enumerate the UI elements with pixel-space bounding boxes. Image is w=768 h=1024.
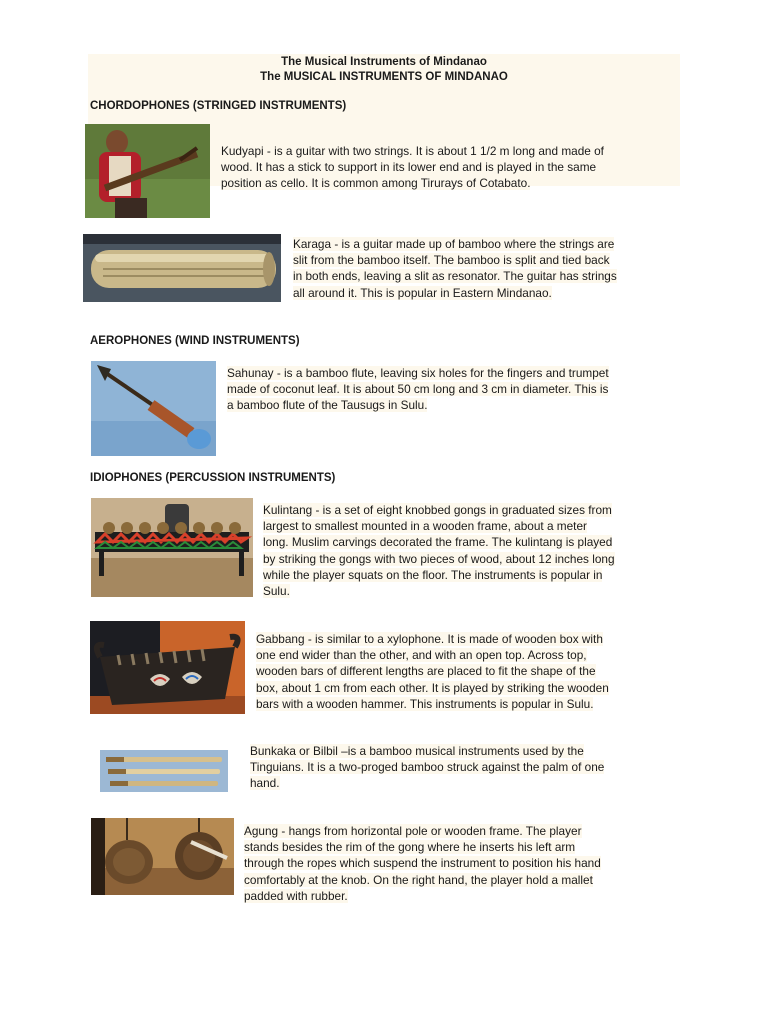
agung-description bbox=[244, 823, 601, 904]
text-line: Tinguians. It is a two-proged bamboo struck against the palm of one bbox=[250, 760, 605, 775]
text-line: one end wider than the other, and with an open top. Across top, bbox=[256, 648, 587, 663]
document-title: The Musical Instruments of Mindanao bbox=[281, 56, 487, 68]
karaga-description bbox=[293, 236, 617, 301]
section-heading-aerophones: AEROPHONES (WIND INSTRUMENTS) bbox=[90, 335, 300, 347]
section-heading-idiophones: IDIOPHONES (PERCUSSION INSTRUMENTS) bbox=[90, 472, 336, 484]
kulintang-description bbox=[263, 502, 615, 599]
agung-image bbox=[91, 818, 234, 895]
text-line: padded with rubber. bbox=[244, 888, 348, 903]
text-line: stands besides the rim of the gong where he inserts his left arm bbox=[244, 840, 576, 855]
kudyapi-description bbox=[221, 143, 604, 192]
text-line: all around it. This is popular in Eastern Mindanao. bbox=[293, 285, 552, 300]
text-line: in both ends, leaving a slit as resonator. The guitar has strings bbox=[293, 269, 617, 284]
sahunay-image bbox=[91, 361, 216, 456]
text-line: through the ropes which suspend the instrument to position his hand bbox=[244, 856, 601, 871]
text-line: hand. bbox=[250, 776, 280, 791]
text-line: long. Muslim carvings decorated the frame. The kulintang is played bbox=[263, 535, 613, 550]
kulintang-image bbox=[91, 498, 253, 597]
sahunay-description bbox=[227, 365, 609, 414]
text-line: Gabbang - is similar to a xylophone. It is made of wooden box with bbox=[256, 632, 603, 646]
text-line: Kudyapi - is a guitar with two strings. It is about 1 1/2 m long and made of bbox=[221, 144, 604, 158]
text-line: by striking the gongs with two pieces of wood, about 12 inches long bbox=[263, 551, 615, 566]
text-line: Agung - hangs from horizontal pole or wooden frame. The player bbox=[244, 824, 582, 838]
gabbang-image bbox=[90, 621, 245, 714]
text-line: Karaga - is a guitar made up of bamboo where the strings are bbox=[293, 237, 615, 251]
text-line: wooden bars of different lengths are placed to fit the shape of the bbox=[256, 664, 596, 679]
text-line: largest to smallest mounted in a wooden frame, about a meter bbox=[263, 519, 587, 534]
text-line: Sulu. bbox=[263, 584, 290, 599]
text-line: Bunkaka or Bilbil –is a bamboo musical instruments used by the bbox=[250, 744, 584, 758]
text-line: slit from the bamboo itself. The bamboo is split and tied back bbox=[293, 253, 610, 268]
text-line: box, about 1 cm from each other. It is played by striking the wooden bbox=[256, 680, 609, 695]
text-line: position as cello. It is common among Tirurays of Cotabato. bbox=[221, 176, 531, 191]
text-line: wood. It has a stick to support in its lower end and is played in the same bbox=[221, 160, 597, 175]
kudyapi-image bbox=[85, 124, 210, 218]
text-line: made of coconut leaf. It is about 50 cm long and 3 cm in diameter. This is bbox=[227, 382, 609, 397]
bunkaka-image bbox=[100, 750, 228, 792]
text-line: a bamboo flute of the Tausugs in Sulu. bbox=[227, 398, 428, 413]
text-line: while the player squats on the floor. The instruments is popular in bbox=[263, 567, 603, 582]
text-line: Kulintang - is a set of eight knobbed gongs in graduated sizes from bbox=[263, 503, 612, 517]
text-line: comfortably at the knob. On the right hand, the player hold a mallet bbox=[244, 872, 593, 887]
gabbang-description bbox=[256, 631, 609, 712]
text-line: Sahunay - is a bamboo flute, leaving six holes for the fingers and trumpet bbox=[227, 366, 609, 380]
document-subtitle: The MUSICAL INSTRUMENTS OF MINDANAO bbox=[260, 71, 508, 83]
karaga-image bbox=[83, 234, 281, 302]
bunkaka-description bbox=[250, 743, 604, 792]
text-line: bars with a wooden hammer. This instruments is popular in Sulu. bbox=[256, 696, 594, 711]
section-heading-chordophones: CHORDOPHONES (STRINGED INSTRUMENTS) bbox=[90, 100, 347, 112]
